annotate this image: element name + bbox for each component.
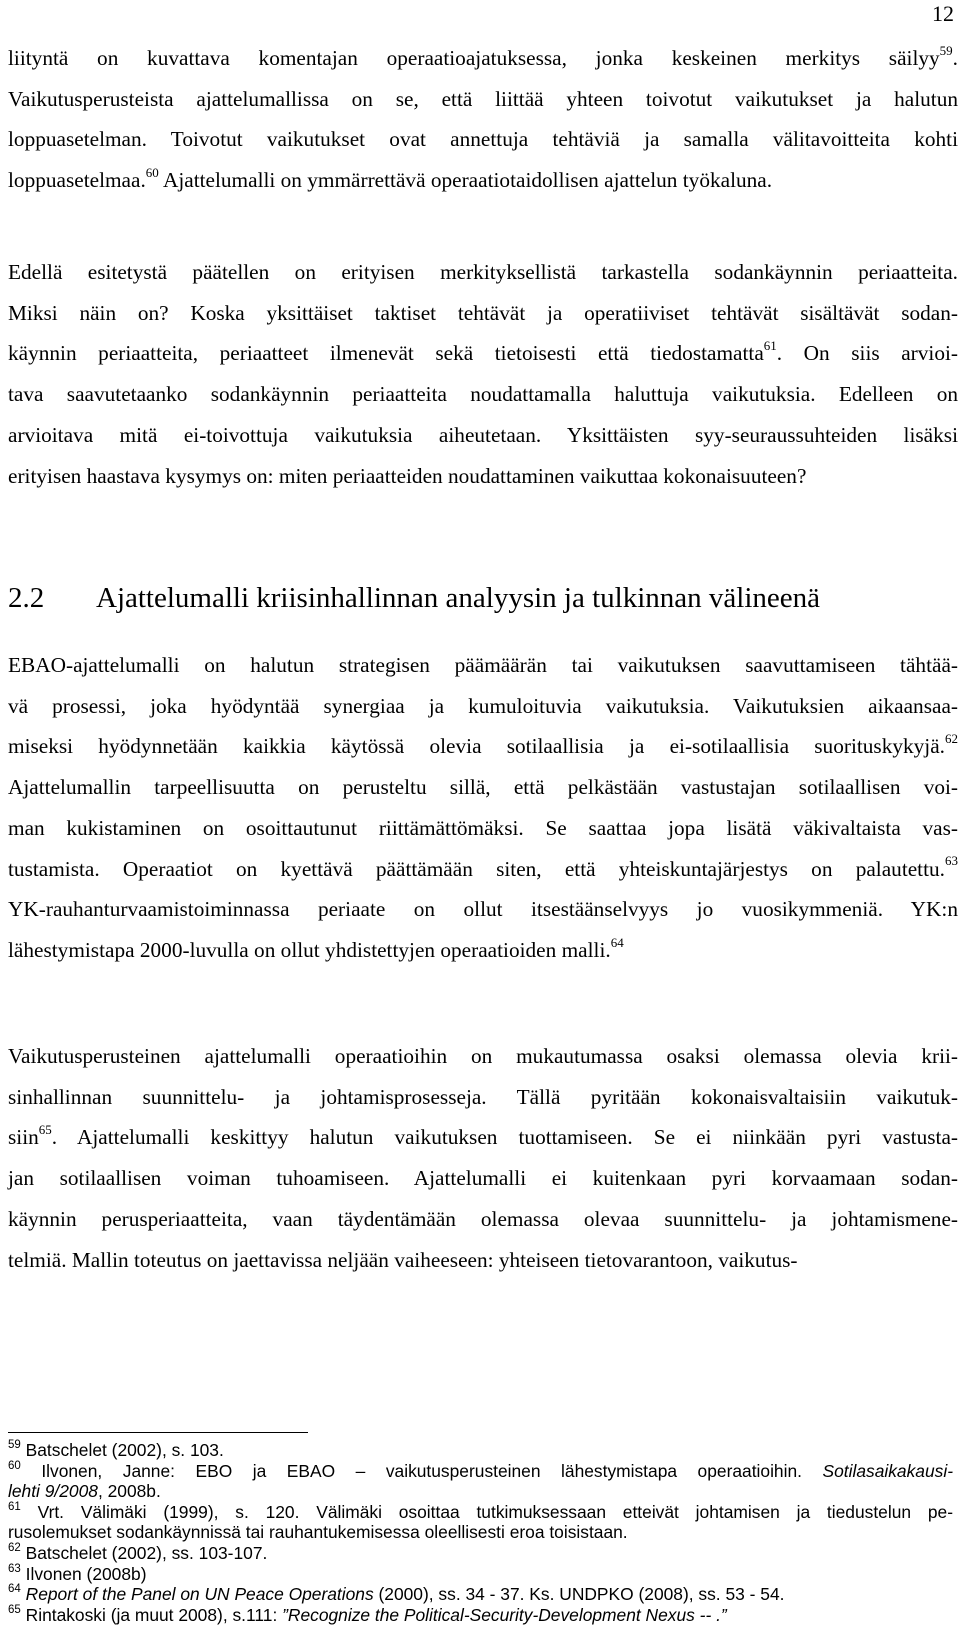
footnote-60 bbox=[8, 1461, 953, 1502]
text-line bbox=[8, 1077, 958, 1118]
section-heading bbox=[8, 578, 820, 618]
footnote-line bbox=[8, 1502, 953, 1523]
footnote-text: (2000), ss. 34 - 37. Ks. UNDPKO (2008), ss. 53 - 54. bbox=[373, 1584, 785, 1605]
text-line bbox=[8, 889, 958, 930]
line-text-after: . On siis arvioi- bbox=[776, 341, 958, 366]
footnote-number: 65 bbox=[8, 1603, 21, 1616]
footnote-ref[interactable]: 60 bbox=[145, 165, 159, 181]
footnote-ref[interactable]: 63 bbox=[945, 853, 958, 869]
line-text: telmiä. Mallin toteutus on jaettavissa neljään vaiheeseen: yhteiseen tietovarantoon, vaikutus- bbox=[8, 1247, 798, 1272]
line-text-after: Ajattelumalli on ymmärrettävä operaatiotaidollisen ajattelun työkaluna. bbox=[158, 168, 773, 193]
footnote-line bbox=[8, 1522, 953, 1543]
line-text: liityntä on kuvattava komentajan operaatioajatuksessa, jonka keskeinen merkitys säilyy bbox=[8, 46, 940, 70]
footnote-line bbox=[8, 1481, 953, 1502]
text-line bbox=[8, 1240, 958, 1281]
text-line bbox=[8, 252, 958, 293]
footnotes bbox=[8, 1440, 953, 1625]
text-line bbox=[8, 160, 958, 201]
page-number: 12 bbox=[932, 1, 954, 26]
line-text-after: . Ajattelumalli keskittyy halutun vaikutuksen tuottamiseen. Se ei niinkään pyri vastusta- bbox=[51, 1125, 958, 1150]
footnote-ref[interactable]: 64 bbox=[610, 934, 624, 950]
line-text: jan sotilaallisen voiman tuhoamiseen. Ajattelumalli ei kuitenkaan pyri korvaamaan sodan- bbox=[8, 1166, 958, 1191]
line-text: loppuasetelman. Toivotut vaikutukset ovat annettuja tehtäviä ja samalla välitavoitteita kohti bbox=[8, 127, 958, 152]
text-line bbox=[8, 686, 958, 727]
text-line bbox=[8, 1117, 958, 1158]
footnote-text: lehti 9/2008 bbox=[8, 1481, 98, 1502]
line-text: vä prosessi, joka hyödyntää synergiaa ja kumuloituvia vaikutuksia. Vaikutuksien aikaansaa- bbox=[8, 693, 958, 718]
line-text: lähestymistapa 2000-luvulla on ollut yhdistettyjen operaatioiden malli. bbox=[8, 937, 611, 962]
paragraph-3 bbox=[8, 645, 958, 971]
footnote-text: Ilvonen (2008b) bbox=[25, 1563, 147, 1584]
footnote-text: Vrt. Välimäki (1999), s. 120. Välimäki osoittaa tutkimuksessaan etteivät johtamisen ja tiedustelun pe- bbox=[37, 1501, 953, 1522]
footnote-number: 64 bbox=[8, 1583, 21, 1596]
footnote-text: Report of the Panel on UN Peace Operations bbox=[25, 1584, 374, 1605]
text-line bbox=[8, 1036, 958, 1077]
line-text: käynnin perusperiaatteita, vaan täydentämään olemassa olevaa suunnittelu- ja johtamismene- bbox=[8, 1206, 958, 1231]
text-line bbox=[8, 645, 958, 686]
paragraph-1 bbox=[8, 38, 958, 201]
text-line bbox=[8, 1199, 958, 1240]
footnote-ref[interactable]: 61 bbox=[763, 338, 777, 354]
line-text: man kukistaminen on osoittautunut riittämättömäksi. Se saattaa jopa lisätä väkivaltaista vas- bbox=[8, 815, 958, 840]
line-text: tustamista. Operaatiot on kyettävä päättämään siten, että yhteiskuntajärjestys on palautettu. bbox=[8, 856, 945, 881]
line-text: erityisen haastava kysymys on: miten periaatteiden noudattaminen vaikuttaa kokonaisuuteen? bbox=[8, 463, 807, 488]
footnote-63 bbox=[8, 1564, 953, 1585]
footnote-59 bbox=[8, 1440, 953, 1461]
line-text: YK-rauhanturvaamistoiminnassa periaate on ollut itsestäänselvyys jo vuosikymmeniä. YK:n bbox=[8, 897, 958, 922]
footnote-text: Sotilasaikakausi- bbox=[822, 1460, 953, 1481]
footnote-ref[interactable]: 65 bbox=[38, 1122, 52, 1138]
footnote-separator bbox=[8, 1432, 308, 1433]
text-line bbox=[8, 808, 958, 849]
section-number: 2.2 bbox=[8, 582, 45, 614]
footnote-65 bbox=[8, 1605, 953, 1626]
footnote-line bbox=[8, 1461, 953, 1482]
footnote-text: Batschelet (2002), ss. 103-107. bbox=[25, 1542, 268, 1563]
text-line bbox=[8, 119, 958, 160]
text-line bbox=[8, 38, 958, 79]
paragraph-4 bbox=[8, 1036, 958, 1280]
footnote-number: 62 bbox=[8, 1542, 21, 1555]
line-text: Vaikutusperusteinen ajattelumalli operaatioihin on mukautumassa osaksi olemassa olevia krii- bbox=[8, 1044, 958, 1068]
text-line bbox=[8, 374, 958, 415]
section-title: Ajattelumalli kriisinhallinnan analyysin ja tulkinnan välineenä bbox=[96, 582, 821, 614]
footnote-text: Batschelet (2002), s. 103. bbox=[25, 1440, 224, 1460]
footnote-ref[interactable]: 59 bbox=[939, 42, 953, 58]
text-line bbox=[8, 415, 958, 456]
footnote-61 bbox=[8, 1502, 953, 1543]
line-text: EBAO-ajattelumalli on halutun strategisen päämäärän tai vaikutuksen saavuttamiseen tähtää- bbox=[8, 653, 958, 677]
line-text-after: . bbox=[952, 46, 958, 70]
text-line bbox=[8, 930, 958, 971]
footnote-number: 63 bbox=[8, 1562, 21, 1575]
line-text: Ajattelumallin tarpeellisuutta on perusteltu sillä, että pelkästään vastustajan sotilaallisen voi- bbox=[8, 775, 958, 800]
footnote-number: 60 bbox=[8, 1459, 21, 1472]
line-text: Edellä esitetystä päätellen on erityisen merkityksellistä tarkastella sodankäynnin periaatteita. bbox=[8, 260, 958, 284]
text-line bbox=[8, 726, 958, 767]
text-line bbox=[8, 767, 958, 808]
text-line bbox=[8, 1158, 958, 1199]
line-text: sinhallinnan suunnittelu- ja johtamisprosesseja. Tällä pyritään kokonaisvaltaisiin vaikutuk- bbox=[8, 1084, 958, 1109]
text-line bbox=[8, 79, 958, 120]
line-text: tava saavutetaanko sodankäynnin periaatteita noudattamalla haluttuja vaikutuksia. Edelleen on bbox=[8, 382, 958, 407]
footnote-text: ”Recognize the Political-Security-Development Nexus -- .” bbox=[282, 1604, 727, 1625]
text-line bbox=[8, 849, 958, 890]
footnote-number: 61 bbox=[8, 1500, 21, 1513]
footnote-number: 59 bbox=[8, 1439, 21, 1452]
line-text: arvioitava mitä ei-toivottuja vaikutuksia aiheutetaan. Yksittäisten syy-seuraussuhteiden lisäksi bbox=[8, 422, 958, 447]
line-text: siin bbox=[8, 1125, 39, 1150]
footnote-text: rusolemukset sodankäynnissä tai rauhantukemisessa oleellisesti eroa toisistaan. bbox=[8, 1522, 628, 1543]
footnote-ref[interactable]: 62 bbox=[945, 731, 958, 747]
footnote-text: Ilvonen, Janne: EBO ja EBAO – vaikutusperusteinen lähestymistapa operaatioihin. bbox=[41, 1460, 823, 1481]
footnote-64 bbox=[8, 1584, 953, 1605]
footnote-62 bbox=[8, 1543, 953, 1564]
text-line bbox=[8, 333, 958, 374]
line-text: miseksi hyödynnetään kaikkia käytössä olevia sotilaallisia ja ei-sotilaallisia suorituskykyjä. bbox=[8, 734, 945, 759]
line-text: loppuasetelmaa. bbox=[8, 168, 146, 193]
line-text: Vaikutusperusteista ajattelumallissa on se, että liittää yhteen toivotut vaikutukset ja halutun bbox=[8, 86, 958, 111]
footnote-text: Rintakoski (ja muut 2008), s.111: bbox=[25, 1604, 283, 1625]
text-line bbox=[8, 293, 958, 334]
line-text: käynnin periaatteita, periaatteet ilmenevät sekä tietoisesti että tiedostamatta bbox=[8, 341, 764, 366]
text-line bbox=[8, 456, 958, 497]
footnote-text: , 2008b. bbox=[97, 1481, 161, 1502]
line-text: Miksi näin on? Koska yksittäiset taktiset tehtävät ja operatiiviset tehtävät sisältävät sodan- bbox=[8, 300, 958, 325]
paragraph-2 bbox=[8, 252, 958, 496]
